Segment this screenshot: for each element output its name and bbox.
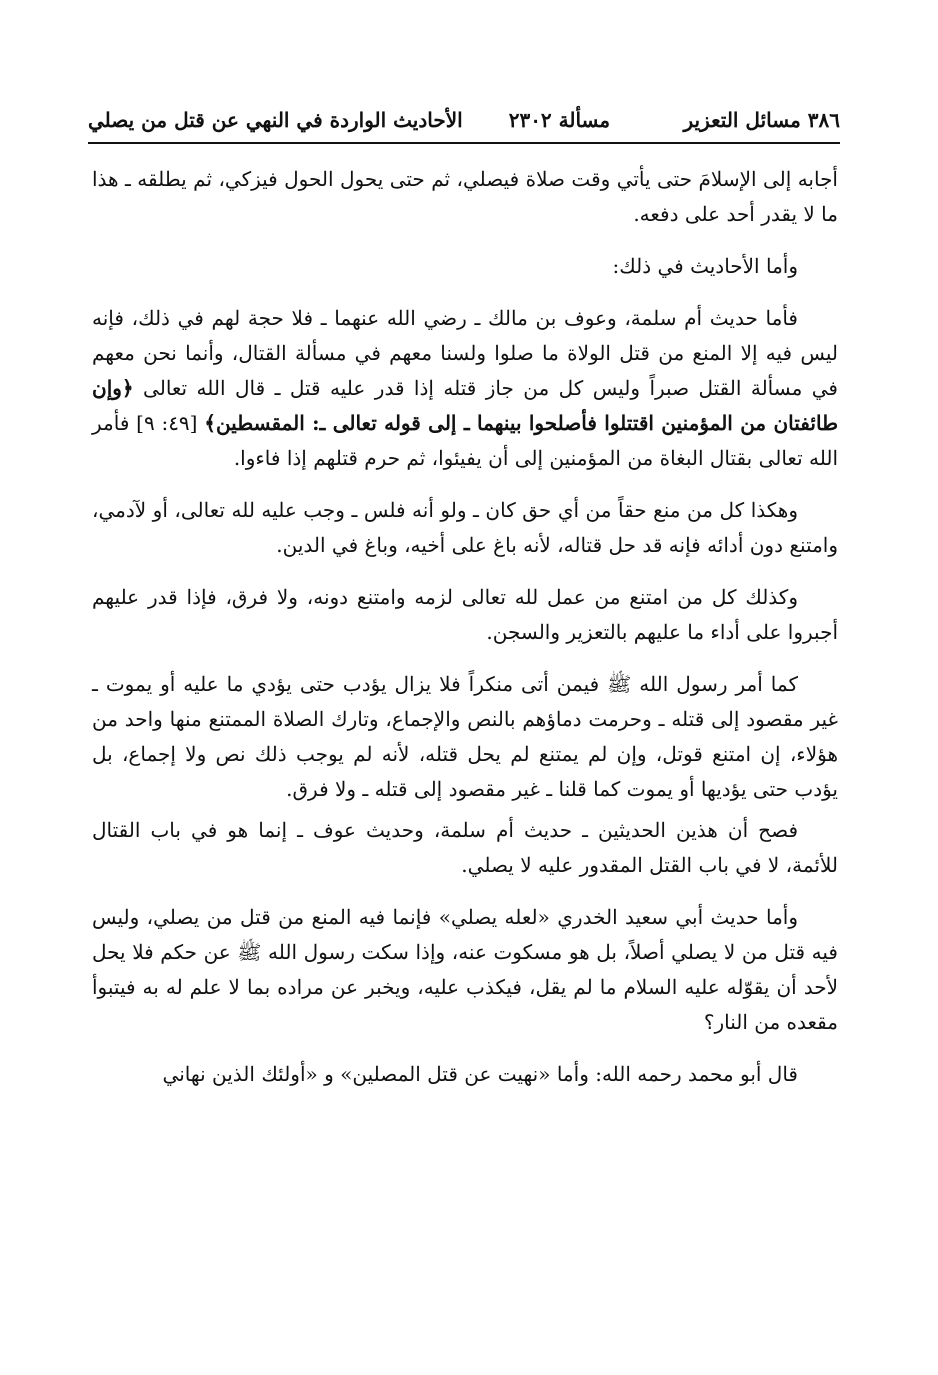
running-header bbox=[88, 100, 840, 140]
paragraph-8: وأما حديث أبي سعيد الخدري «لعله يصلي» فإنما فيه المنع من قتل من يصلي، وليس فيه قتل من لا يصلي أصلاً، بل هو مسكوت عنه، وإذا سكت رسول الله ﷺ عن حكم فلا يحل لأحد أن يقوّله عليه السلام ما لم يقل، فيكذب عليه، ويخبر عن مراده بما لا علم له به فيتبوأ مقعده من النار؟ bbox=[92, 905, 838, 1034]
header-divider bbox=[88, 142, 840, 144]
header-left-group bbox=[88, 108, 610, 132]
body-text bbox=[92, 162, 838, 1109]
paragraph-4: وهكذا كل من منع حقاً من أي حق كان ـ ولو أنه فلس ـ وجب عليه لله تعالى، أو لآدمي، وامتنع دون أدائه فإنه قد حل قتاله، لأنه باغ على أخيه، وباغ في الدين. bbox=[92, 498, 838, 557]
paragraph-3-text: فأما حديث أم سلمة، وعوف بن مالك ـ رضي الله عنهما ـ فلا حجة لهم في ذلك، فإنه ليس فيه إلا المنع من قتل الولاة ما صلوا ولسنا معهم في مسألة القتال، وأنما نحن معهم في مسألة القتل صبراً وليس كل من جاز قتله إذا قدر عليه قتل ـ قال الله تعالى bbox=[92, 306, 838, 400]
header-issue-number: مسألة ٢٣٠٢ bbox=[508, 108, 611, 132]
paragraph-1: أجابه إلى الإسلامَ حتى يأتي وقت صلاة فيصلي، ثم حتى يحول الحول فيزكي، ثم يطلقه ـ هذا ما لا يقدر أحد على دفعه. bbox=[92, 167, 838, 226]
paragraph-3 bbox=[92, 301, 838, 476]
paragraph-2: وأما الأحاديث في ذلك: bbox=[612, 254, 798, 278]
paragraph-5: وكذلك كل من امتنع من عمل لله تعالى لزمه وامتنع دونه، ولا فرق، فإذا قدر عليهم أجبروا على أداء ما عليهم بالتعزير والسجن. bbox=[92, 585, 838, 644]
header-chapter-title: الأحاديث الواردة في النهي عن قتل من يصلي bbox=[88, 108, 463, 132]
quran-verse: ﴿وإن طائفتان من المؤمنين اقتتلوا فأصلحوا بينهما ـ إلى قوله تعالى ـ: المقسطين﴾ bbox=[92, 376, 838, 435]
header-page-title: ٣٨٦ مسائل التعزير bbox=[683, 108, 840, 132]
paragraph-9: قال أبو محمد رحمه الله: وأما «نهيت عن قتل المصلين» و «أولئك الذين نهاني bbox=[162, 1062, 798, 1086]
paragraph-6: كما أمر رسول الله ﷺ فيمن أتى منكراً فلا يزال يؤدب حتى يؤدي ما عليه أو يموت ـ غير مقصود إلى قتله ـ وحرمت دماؤهم بالنص والإجماع، وتارك الصلاة الممتنع منها واحد من هؤلاء، إن امتنع قوتل، وإن لم يمتنع لم يحل قتله، لأنه لم يوجب ذلك نص ولا إجماع، بل يؤدب حتى يؤديها أو يموت كما قلنا ـ غير مقصود إلى قتله ـ ولا فرق. bbox=[92, 672, 839, 801]
paragraph-3-continuation: فأمر الله تعالى بقتال البغاة من المؤمنين إلى أن يفيئوا، ثم حرم قتلهم إذا فاءوا. bbox=[92, 411, 838, 470]
verse-citation: [٤٩: ٩] bbox=[136, 411, 205, 435]
paragraph-7: فصح أن هذين الحديثين ـ حديث أم سلمة، وحديث عوف ـ إنما هو في باب القتال للأئمة، لا في باب القتل المقدور عليه لا يصلي. bbox=[92, 818, 838, 877]
